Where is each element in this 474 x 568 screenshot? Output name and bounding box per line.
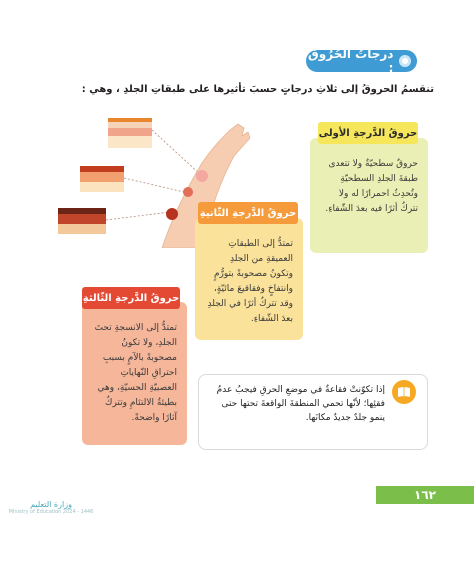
first-degree-text: حروقٌ سطحيّةٌ ولا تتعدى طبقةَ الجلدِ السطحيّةِ وتُحدِثُ احمرارًا له ولا تتركُ أثرًا فيه بعدَ الشّفاءِ. (325, 159, 418, 214)
page-number: ١٦٢ (414, 488, 436, 502)
third-degree-text: تمتدُّ إلى الانسجةِ تحتَ الجلدِ، ولا تكونُ مصحوبةً بالآمٍ بسببِ احتراقِ النّهاياتِ العصبيّةِ الحسيّةِ، وهي بطيئةُ الالتئامِ وتتركُ آثارًا واضحةً. (94, 323, 177, 423)
first-degree-title: حروقُ الدَّرجةِ الأولى (318, 122, 418, 144)
section-title: درجاتُ الحُرُوق : (308, 47, 394, 75)
burn-spot-1 (196, 170, 208, 182)
second-degree-title: حروقُ الدَّرجةِ الثّانيةِ (198, 202, 298, 224)
intro-text: تنقسمُ الحروقُ إلى ثلاثِ درجاتٍ حسبَ تأثيرها على طبقاتِ الجلدِ ، وهي : (81, 84, 434, 95)
book-icon (392, 380, 416, 404)
logo-subtext: Ministry of Education 2024 - 1446 (8, 509, 94, 515)
third-degree-box (82, 302, 187, 445)
third-degree-title: حروقُ الدَّرجةِ الثّالثةِ (82, 287, 180, 309)
ministry-logo (6, 500, 96, 540)
burn-spot-3 (166, 208, 178, 220)
second-degree-box (195, 218, 303, 340)
first-degree-box (310, 138, 428, 253)
skin-layer-sample-2 (80, 166, 124, 192)
burn-spot-2 (183, 187, 193, 197)
skin-layer-sample-1 (108, 118, 152, 148)
skin-layer-sample-3 (58, 208, 106, 234)
section-heading (306, 47, 417, 75)
logo-text: وزارة التعليم (30, 500, 72, 509)
note-text: إذا تكوّنتْ فقاعةٌ في موضعِ الحرقِ فيجبُ عدمُ فقئِها؛ لأنّها تحمي المنطقةَ الواقعةَ تحتها حتى ينمو جلدٌ جديدٌ مكانَها. (216, 385, 385, 423)
second-degree-text: تمتدُّ إلى الطبقاتِ العميقةِ من الجلدِ وتكونُ مصحوبةً بتورُّمٍ وانتفاخٍ وفقاقيعَ مائيّةٍ، وقد تتركُ أثرًا في الجلدِ بعدَ الشّفاءِ. (207, 239, 293, 324)
bullet-icon (399, 55, 411, 67)
